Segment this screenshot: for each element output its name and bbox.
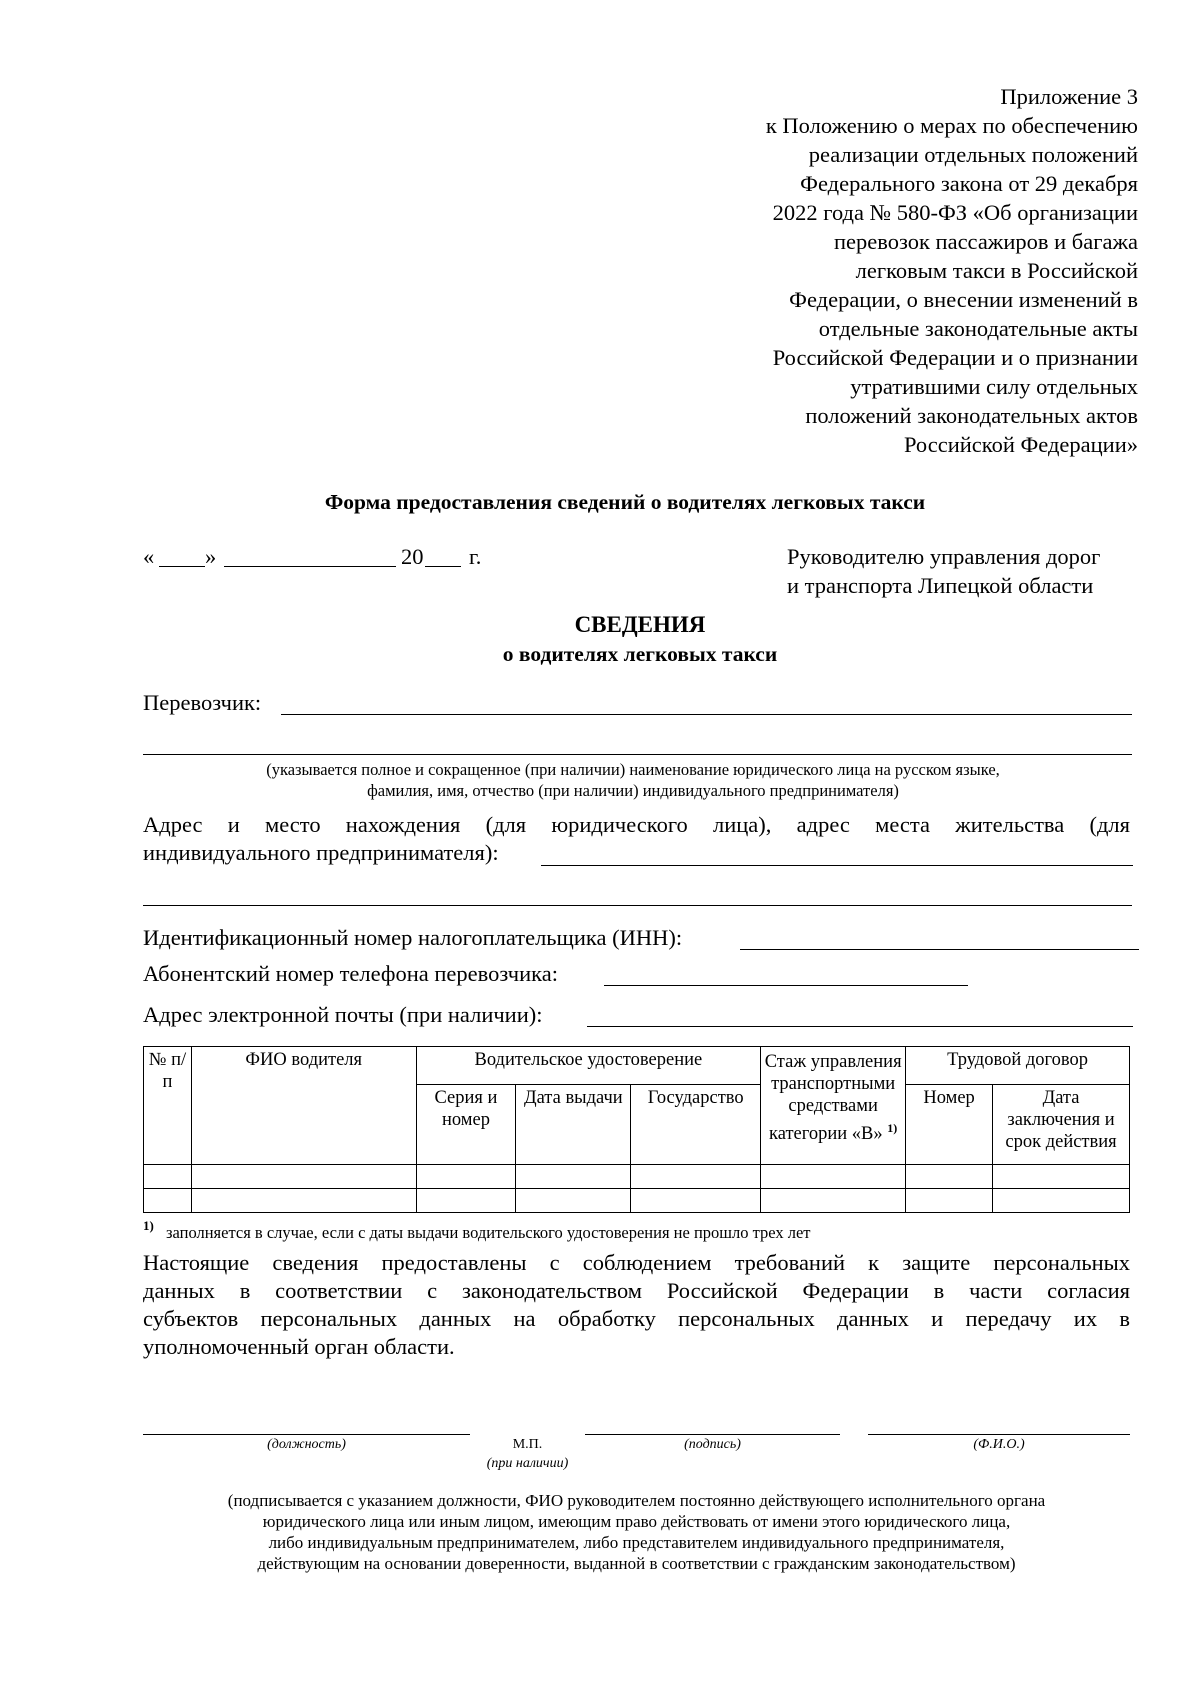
consent-line: данных в соответствии с законодательством Российской Федерации в части согласия — [143, 1278, 1130, 1303]
address-label — [143, 811, 1130, 839]
appendix-line: Российской Федерации и о признании — [772, 345, 1138, 370]
date-month-field[interactable] — [224, 566, 396, 567]
date-close-quote: » — [205, 544, 217, 569]
date-year-suffix: г. — [469, 544, 482, 569]
appendix-line: утратившими силу отдельных — [850, 374, 1138, 399]
experience-footnote-mark: 1) — [887, 1121, 898, 1135]
header-driver-name: ФИО водителя — [191, 1047, 416, 1165]
addressee-line: и транспорта Липецкой области — [787, 573, 1094, 598]
closing-line: (подписывается с указанием должности, ФИО руководителем постоянно действующего исполнительного органа — [227, 1491, 1046, 1510]
appendix-line: перевозок пассажиров и багажа — [834, 229, 1138, 254]
carrier-field-line2[interactable] — [143, 754, 1132, 755]
inn-field[interactable] — [740, 949, 1139, 950]
appendix-line: Приложение 3 — [1000, 84, 1138, 109]
phone-label: Абонентский номер телефона перевозчика: — [143, 961, 558, 986]
appendix-line: 2022 года № 580-ФЗ «Об организации — [772, 200, 1138, 225]
table-cell[interactable] — [416, 1189, 516, 1213]
appendix-line: отдельные законодательные акты — [818, 316, 1138, 341]
table-row — [144, 1189, 1130, 1213]
table-cell[interactable] — [144, 1189, 192, 1213]
table-cell[interactable] — [144, 1165, 192, 1189]
position-field[interactable] — [143, 1434, 470, 1435]
phone-field[interactable] — [604, 985, 968, 986]
table-cell[interactable] — [631, 1165, 761, 1189]
carrier-field[interactable] — [281, 714, 1132, 715]
header-license-group: Водительское удостоверение — [416, 1047, 761, 1085]
header-num: № п/п — [144, 1047, 192, 1165]
closing-line: действующим на основании доверенности, выданной в соответствии с гражданским законодательством) — [257, 1554, 1016, 1573]
carrier-note-line: фамилия, имя, отчество (при наличии) индивидуального предпринимателя) — [367, 781, 899, 800]
email-field[interactable] — [587, 1026, 1133, 1027]
fio-field[interactable] — [868, 1434, 1130, 1435]
footnote-mark: 1) — [143, 1218, 154, 1233]
closing-line: либо индивидуальным предпринимателем, либо представителем индивидуального предпринимателя, — [268, 1533, 1005, 1552]
addressee — [787, 542, 1100, 600]
header-state: Государство — [631, 1085, 761, 1165]
header-issue-date: Дата выдачи — [516, 1085, 631, 1165]
appendix-line: легковым такси в Российской — [855, 258, 1138, 283]
table-cell[interactable] — [516, 1165, 631, 1189]
footnote-text: заполняется в случае, если с даты выдачи водительского удостоверения не прошло трех лет — [166, 1223, 811, 1242]
table-cell[interactable] — [416, 1165, 516, 1189]
table-cell[interactable] — [631, 1189, 761, 1213]
table-row — [144, 1165, 1130, 1189]
appendix-line: положений законодательных актов — [805, 403, 1138, 428]
signature-caption: (подпись) — [684, 1437, 741, 1452]
addressee-line: Руководителю управления дорог — [787, 544, 1101, 569]
table-cell[interactable] — [761, 1189, 906, 1213]
table-cell[interactable] — [191, 1189, 416, 1213]
table-cell[interactable] — [191, 1165, 416, 1189]
position-caption: (должность) — [267, 1437, 346, 1452]
header-series: Серия и номер — [416, 1085, 516, 1165]
closing-line: юридического лица или иным лицом, имеющим право действовать от имени этого юридического лица, — [262, 1512, 1011, 1531]
carrier-note-line: (указывается полное и сокращенное (при наличии) наименование юридического лица на русском языке, — [266, 760, 1000, 779]
consent-line: Настоящие сведения предоставлены с соблюдением требований к защите персональных — [143, 1250, 1130, 1275]
date-day-field[interactable] — [159, 566, 205, 567]
appendix-line: Федерального закона от 29 декабря — [800, 171, 1138, 196]
header-contract-num: Номер — [906, 1085, 993, 1165]
address-label-line: индивидуального предпринимателя): — [143, 840, 499, 865]
table-cell[interactable] — [993, 1189, 1130, 1213]
stamp-note: (при наличии) — [486, 1456, 569, 1471]
consent-line: субъектов персональных данных на обработку персональных данных и передачу их в — [143, 1306, 1130, 1331]
fio-caption: (Ф.И.О.) — [973, 1437, 1025, 1452]
carrier-label: Перевозчик: — [143, 690, 262, 715]
document-title: СВЕДЕНИЯ — [574, 612, 706, 637]
appendix-line: реализации отдельных положений — [808, 142, 1138, 167]
closing-note — [143, 1490, 1130, 1574]
header-contract-group: Трудовой договор — [906, 1047, 1130, 1085]
appendix-line: Российской Федерации» — [903, 432, 1138, 457]
address-field-line2[interactable] — [143, 905, 1132, 906]
stamp-caption: М.П. — [512, 1437, 543, 1452]
carrier-note — [143, 759, 1123, 801]
date-year-field[interactable] — [425, 566, 461, 567]
consent-paragraph — [143, 1249, 1130, 1361]
appendix-line: Федерации, о внесении изменений в — [789, 287, 1138, 312]
document-subtitle: о водителях легковых такси — [502, 642, 778, 666]
date-year-prefix: 20 — [401, 544, 424, 569]
date-open-quote: « — [143, 544, 155, 569]
table-cell[interactable] — [993, 1165, 1130, 1189]
header-experience-text: Стаж управления транспортными средствами категории «В» — [764, 1052, 902, 1145]
table-cell[interactable] — [516, 1189, 631, 1213]
drivers-table — [143, 1046, 1130, 1213]
table-cell[interactable] — [761, 1165, 906, 1189]
inn-label: Идентификационный номер налогоплательщика (ИНН): — [143, 925, 683, 950]
email-label: Адрес электронной почты (при наличии): — [143, 1002, 543, 1027]
address-field[interactable] — [541, 865, 1133, 866]
table-cell[interactable] — [906, 1189, 993, 1213]
consent-line: уполномоченный орган области. — [143, 1334, 455, 1359]
form-title: Форма предоставления сведений о водителях легковых такси — [324, 490, 926, 514]
appendix-line: к Положению о мерах по обеспечению — [765, 113, 1138, 138]
header-contract-date: Дата заключения и срок действия — [993, 1085, 1130, 1165]
table-cell[interactable] — [906, 1165, 993, 1189]
appendix-header — [658, 82, 1138, 459]
signature-field[interactable] — [585, 1434, 840, 1435]
address-label-line: Адрес и место нахождения (для юридического лица), адрес места жительства (для — [143, 812, 1130, 837]
header-experience — [761, 1047, 906, 1165]
